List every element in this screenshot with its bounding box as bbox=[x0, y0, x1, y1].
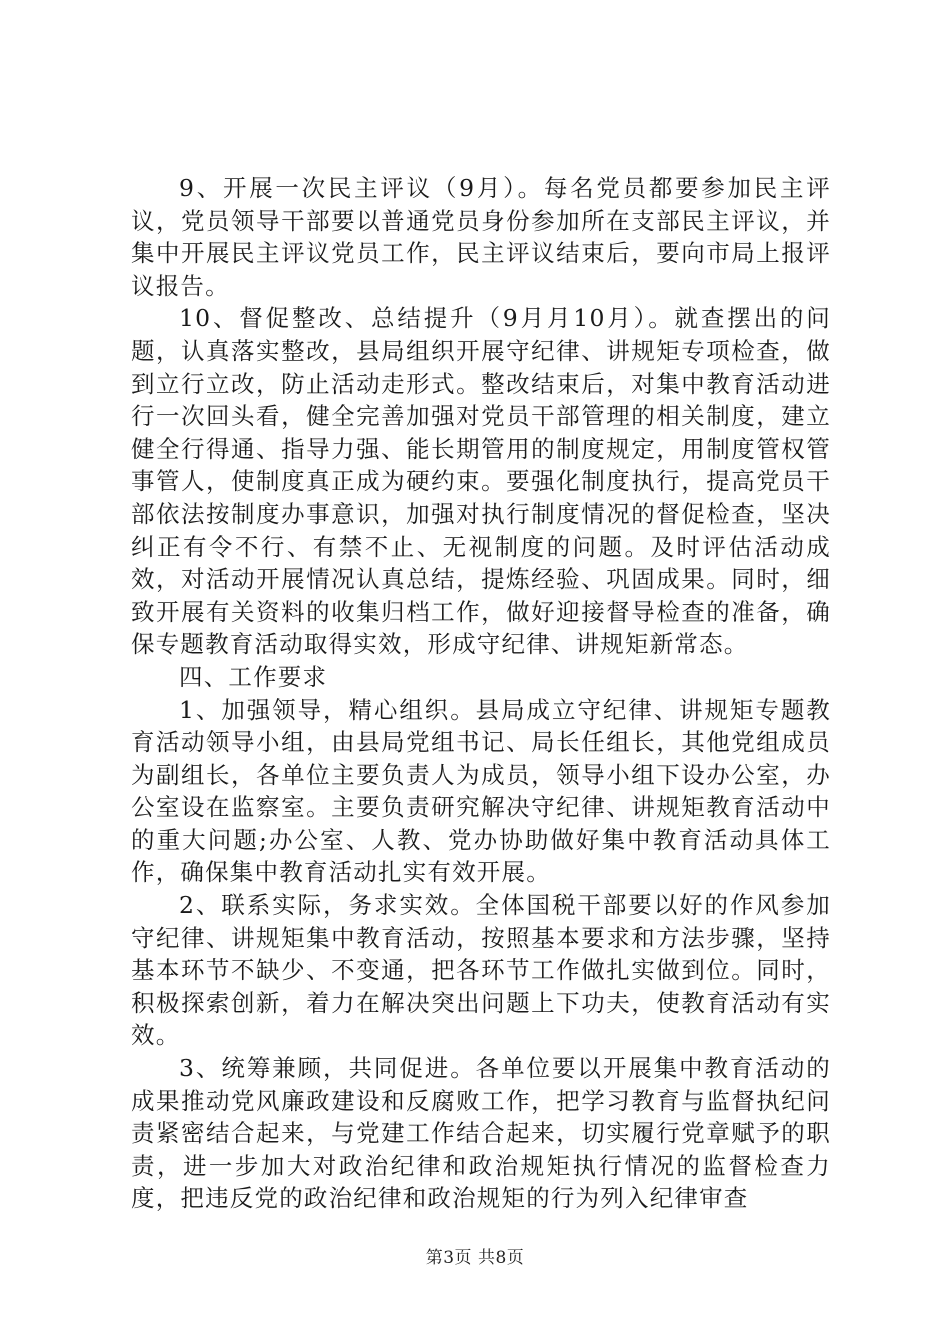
paragraph-item-9: 9、开展一次民主评议（9月）。每名党员都要参加民主评议，党员领导干部要以普通党员身份参加所在支部民主评议，并集中开展民主评议党员工作，民主评议结束后，要向市局上报评议报告。 bbox=[131, 174, 831, 300]
document-body bbox=[131, 172, 831, 1215]
paragraph-item-10: 10、督促整改、总结提升（9月月10月）。就查摆出的问题，认真落实整改，县局组织开展守纪律、讲规矩专项检查，做到立行立改，防止活动走形式。整改结束后，对集中教育活动进行一次回头看，健全完善加强对党员干部管理的相关制度，建立健全行得通、指导力强、能长期管用的制度规定，用制度管权管事管人，使制度真正成为硬约束。要强化制度执行，提高党员干部依法按制度办事意识，加强对执行制度情况的督促检查，坚决纠正有令不行、有禁不止、无视制度的问题。及时评估活动成效，对活动开展情况认真总结，提炼经验、巩固成果。同时，细致开展有关资料的收集归档工作，做好迎接督导检查的准备，确保专题教育活动取得实效，形成守纪律、讲规矩新常态。 bbox=[131, 304, 831, 659]
page-number-footer: 第3页 共8页 bbox=[425, 1248, 525, 1268]
paragraph-requirement-2: 2、联系实际，务求实效。全体国税干部要以好的作风参加守纪律、讲规矩集中教育活动，按照基本要求和方法步骤，坚持基本环节不缺少、不变通，把各环节工作做扎实做到位。同时，积极探索创新，着力在解决突出问题上下功夫，使教育活动有实效。 bbox=[131, 891, 831, 1050]
section-heading-work-requirements: 四、工作要求 bbox=[179, 662, 328, 691]
paragraph-requirement-3: 3、统筹兼顾，共同促进。各单位要以开展集中教育活动的成果推动党风廉政建设和反腐败工作，把学习教育与监督执纪问责紧密结合起来，与党建工作结合起来，切实履行党章赋予的职责，进一步加大对政治纪律和政治规矩执行情况的监督检查力度，把违反党的政治纪律和政治规矩的行为列入纪律审查 bbox=[131, 1054, 831, 1213]
paragraph-requirement-1: 1、加强领导，精心组织。县局成立守纪律、讲规矩专题教育活动领导小组，由县局党组书记、局长任组长，其他党组成员为副组长，各单位主要负责人为成员，领导小组下设办公室，办公室设在监察室。主要负责研究解决守纪律、讲规矩教育活动中的重大问题;办公室、人教、党办协助做好集中教育活动具体工作，确保集中教育活动扎实有效开展。 bbox=[131, 695, 831, 887]
